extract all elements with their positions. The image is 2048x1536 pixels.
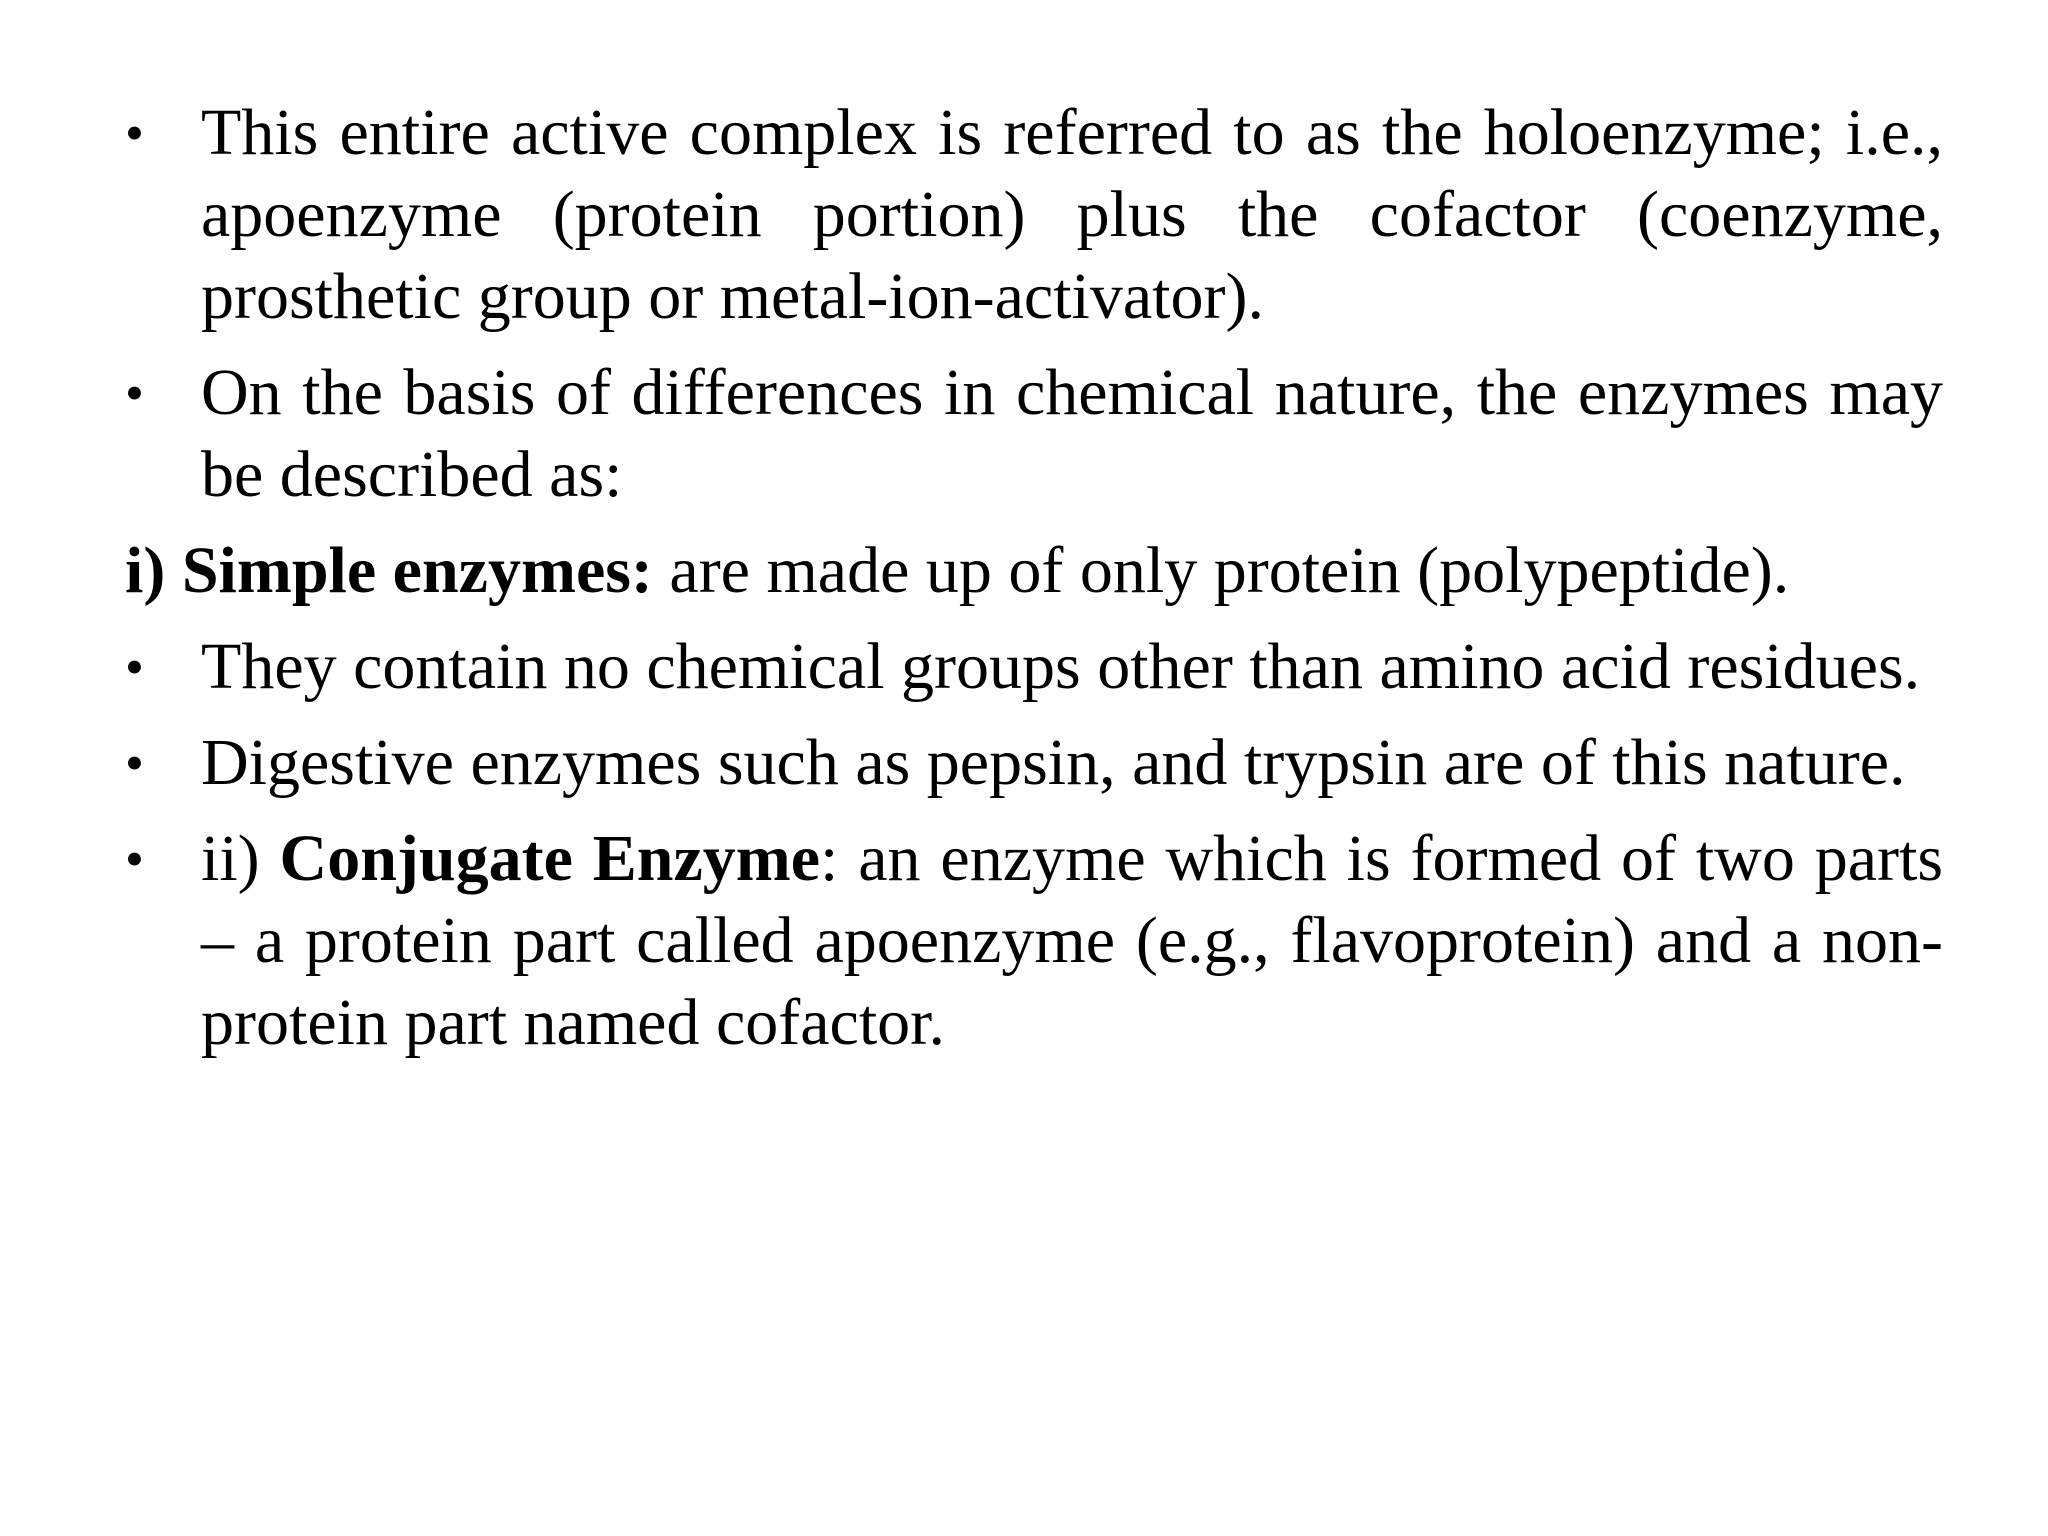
slide-content (125, 92, 1943, 1078)
bullet-icon: • (125, 733, 144, 793)
simple-enzymes-line (125, 530, 1943, 612)
conjugate-enzyme-text: : an enzyme which is formed of two parts – a protein part called apoenzyme (e.g., flavoprotein) and a non-protein part named cofactor. (201, 822, 1944, 1059)
conjugate-enzyme-heading: Conjugate Enzyme (279, 822, 821, 895)
simple-enzymes-text: are made up of only protein (polypeptide). (652, 534, 1790, 607)
bullet-text: This entire active complex is referred to as the holoenzyme; i.e., apoenzyme (protein portion) plus the cofactor (coenzyme, prosthetic group or metal-ion-activator). (201, 96, 1943, 333)
bullet-item-holoenzyme (125, 92, 1943, 338)
bullet-icon: • (125, 103, 144, 163)
bullet-text: They contain no chemical groups other than amino acid residues. (201, 630, 1921, 703)
simple-enzymes-heading: i) Simple enzymes: (125, 534, 653, 607)
bullet-icon: • (125, 637, 144, 697)
bullet-text: On the basis of differences in chemical nature, the enzymes may be described as: (201, 356, 1943, 511)
bullet-item-digestive-enzymes (125, 722, 1943, 804)
bullet-icon: • (125, 363, 144, 423)
bullet-icon: • (125, 829, 144, 889)
bullet-item-chemical-nature (125, 352, 1943, 516)
bullet-text: Digestive enzymes such as pepsin, and trypsin are of this nature. (201, 726, 1906, 799)
bullet-item-amino-acid (125, 626, 1943, 708)
bullet-item-conjugate-enzyme (125, 818, 1943, 1064)
conjugate-prefix: ii) (201, 822, 280, 895)
